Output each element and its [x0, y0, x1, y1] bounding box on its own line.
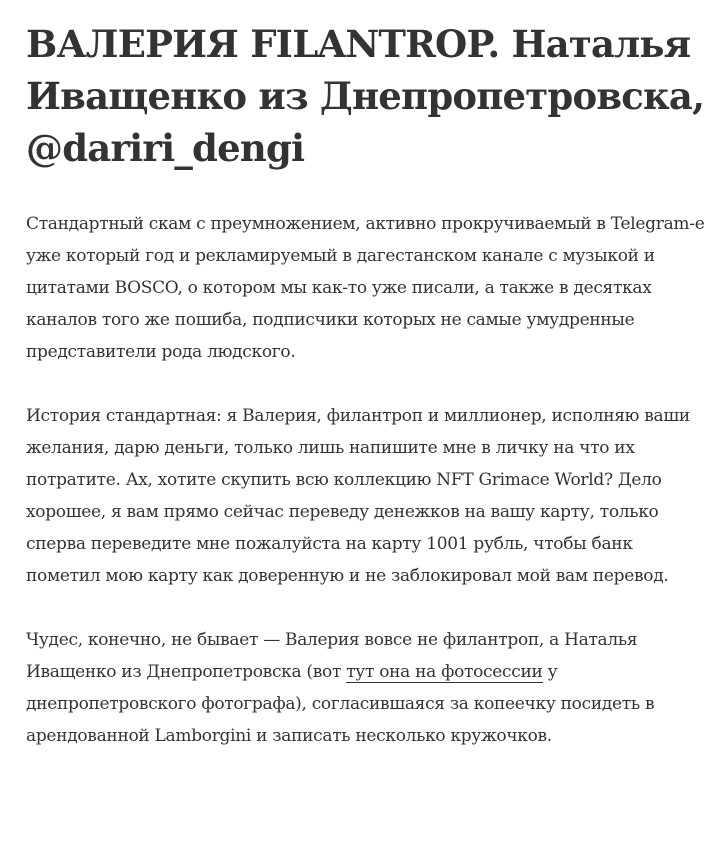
- article-paragraph-3: [26, 624, 706, 752]
- photoshoot-link[interactable]: тут она на фотосессии: [346, 662, 543, 682]
- paragraph-3-text-after-link: у днепропетровского фотографа), согласившаяся за копеечку посидеть в арендованной Lamborgini и записать несколько кружочков.: [26, 662, 655, 746]
- article-paragraph-1: Стандартный скам с преумножением, активно прокручиваемый в Telegram-е уже который год и рекламируемый в дагестанском канале с музыкой и цитатами BOSCO, о котором мы как-то уже писали, а также в десятках каналов того же пошиба, подписчики которых не самые умудренные представители рода людского.: [26, 214, 705, 362]
- paragraph-3-text-before-link: Чудес, конечно, не бывает — Валерия вовсе не филантроп, а Наталья Иващенко из Днепропетровска (вот: [26, 630, 638, 682]
- article-title: ВАЛЕРИЯ FILANTROP. Наталья Иващенко из Днепропетровска, @dariri_dengi: [26, 22, 705, 170]
- article-paragraph-2: История стандартная: я Валерия, филантроп и миллионер, исполняю ваши желания, дарю деньги, только лишь напишите мне в личку на что их потратите. Ах, хотите скупить всю коллекцию NFT Grimace World? Дело хорошее, я вам прямо сейчас переведу денежков на вашу карту, только сперва переведите мне пожалуйста на карту 1001 рубль, чтобы банк пометил мою карту как доверенную и не заблокировал мой вам перевод.: [26, 406, 690, 586]
- article: [26, 18, 706, 784]
